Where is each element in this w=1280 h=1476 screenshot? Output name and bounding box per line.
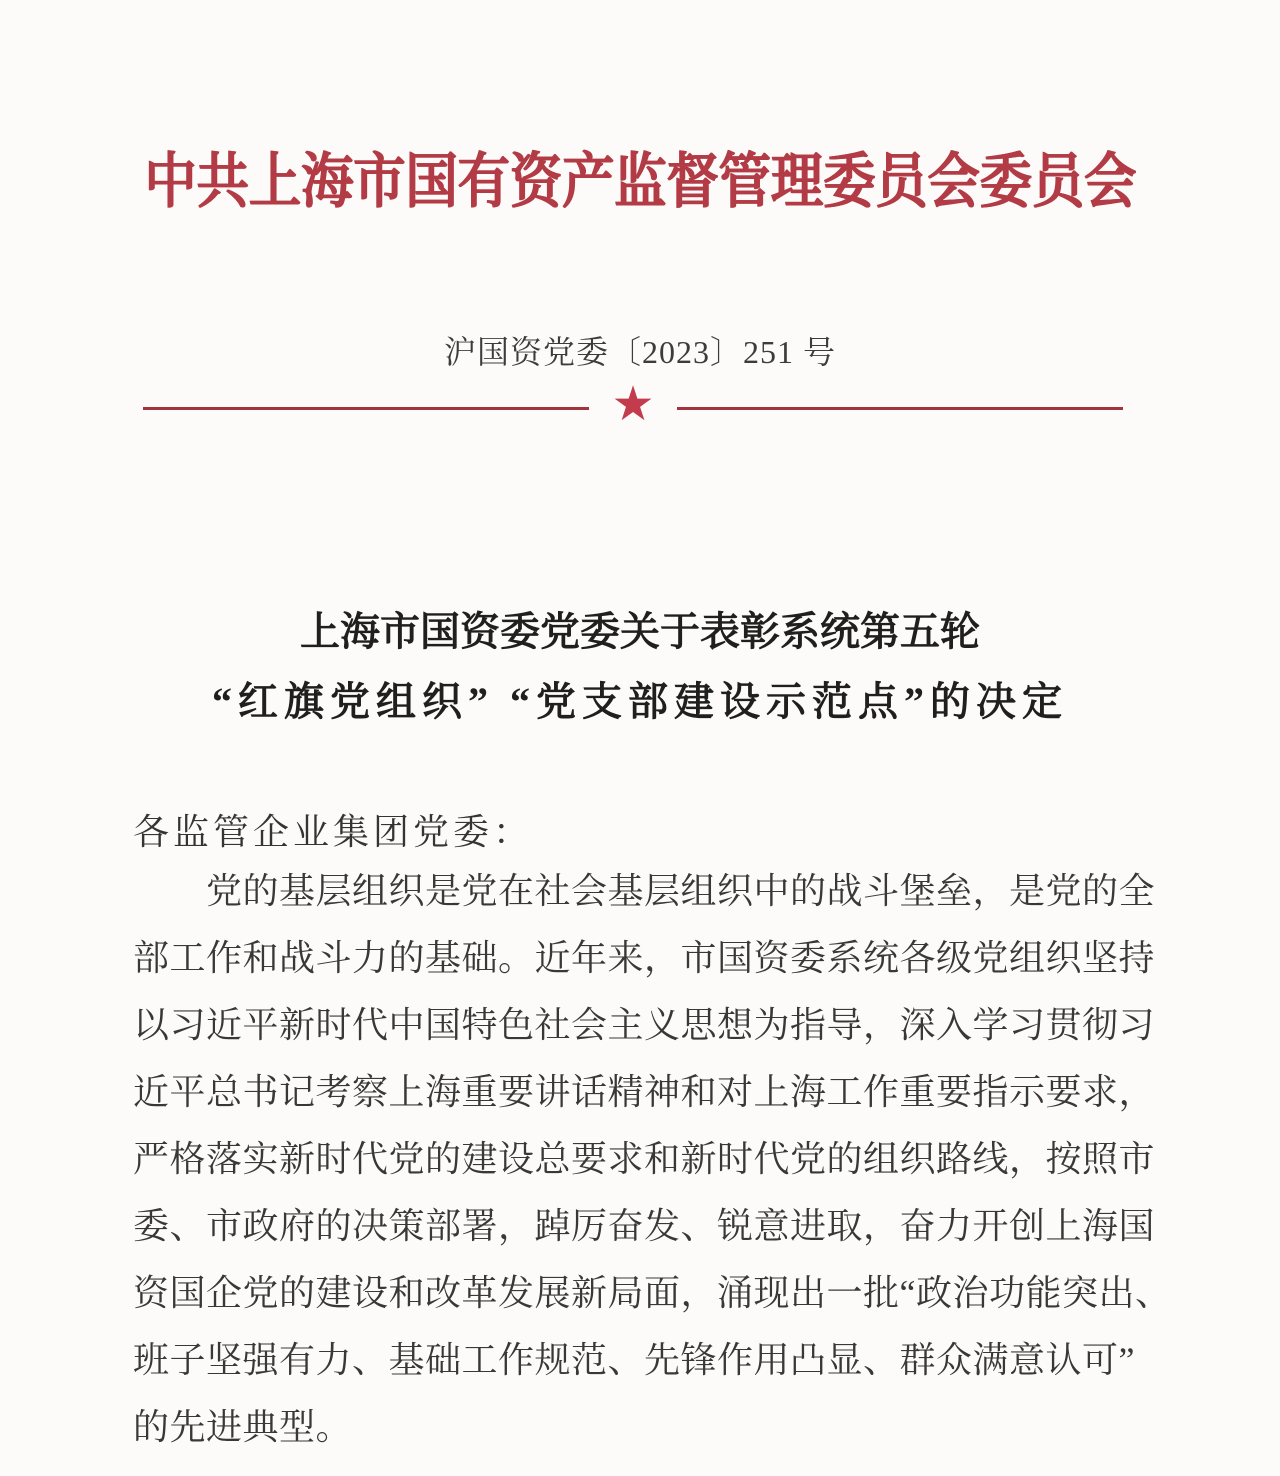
body-line: 党的基层组织是党在社会基层组织中的战斗堡垒，是党的全 — [206, 871, 1156, 911]
body-line: 的先进典型。 — [133, 1407, 353, 1447]
body-line: 部工作和战斗力的基础。近年来，市国资委系统各级党组织坚持 — [133, 938, 1156, 978]
doc-title — [0, 597, 1280, 737]
divider-line-right — [677, 407, 1123, 410]
doc-number: 沪国资党委〔2023〕251 号 — [443, 334, 836, 370]
agency-name: 中共上海市国有资产监督管理委员会委员会 — [144, 149, 1136, 215]
body-line: 近平总书记考察上海重要讲话精神和对上海工作重要指示要求， — [133, 1072, 1156, 1112]
body-line: 委、市政府的决策部署，踔厉奋发、锐意进取，奋力开创上海国 — [133, 1206, 1156, 1246]
body-line: 以习近平新时代中国特色社会主义思想为指导，深入学习贯彻习 — [133, 1005, 1156, 1045]
body-line: 资国企党的建设和改革发展新局面，涌现出一批“政治功能突出、 — [133, 1273, 1172, 1313]
body-paragraph — [133, 858, 1172, 1461]
body-line: 严格落实新时代党的建设总要求和新时代党的组织路线，按照市 — [133, 1139, 1156, 1179]
doc-title-line2: “红旗党组织” “党支部建设示范点”的决定 — [212, 679, 1068, 724]
star-icon: ★ — [611, 378, 655, 431]
doc-title-line1: 上海市国资委党委关于表彰系统第五轮 — [300, 609, 980, 654]
divider-line-left — [143, 407, 589, 410]
red-divider — [143, 378, 1123, 431]
salutation: 各监管企业集团党委： — [133, 812, 534, 852]
body-line: 班子坚强有力、基础工作规范、先锋作用凸显、群众满意认可” — [133, 1340, 1135, 1380]
